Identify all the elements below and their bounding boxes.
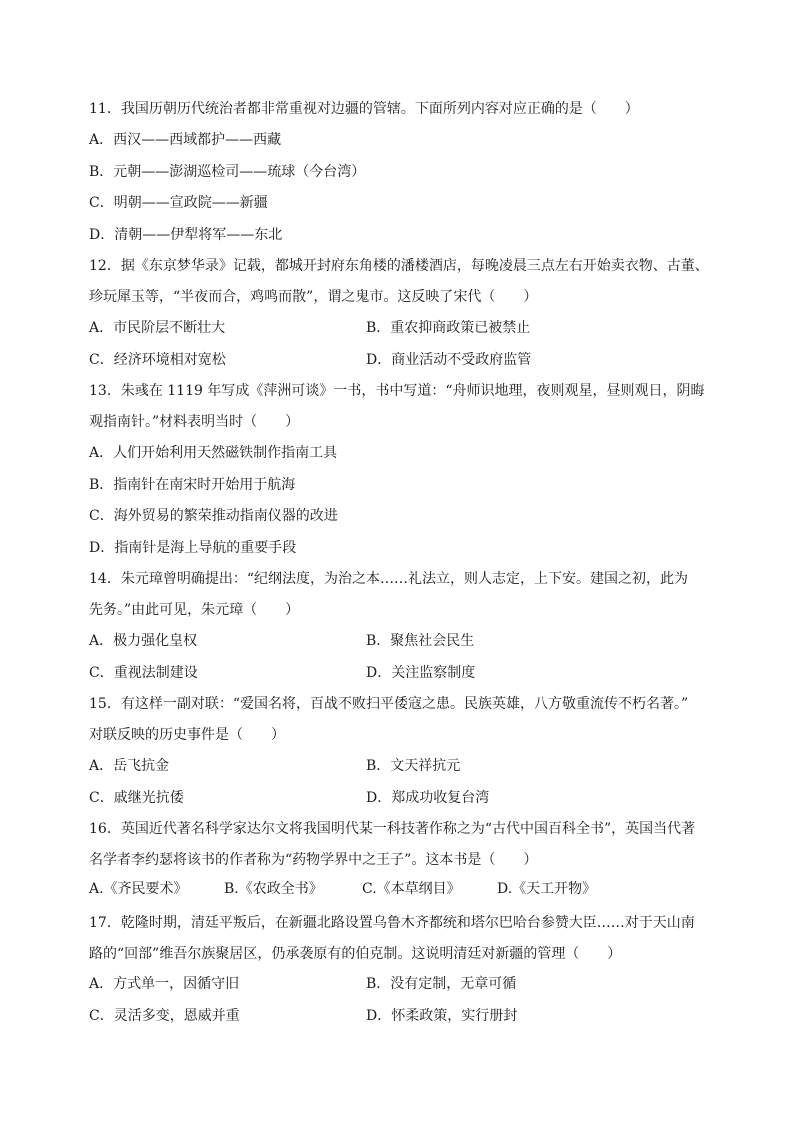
option-b: B．聚焦社会民生 (366, 633, 475, 649)
option-d: D.《天工开物》 (497, 881, 597, 897)
option-a: A．岳飞抗金 (89, 758, 170, 774)
question-stem-line: 14．朱元璋曾明确提出：“纪纲法度，为治之本……礼法立，则人志定，上下安。建国之初，此为 (89, 571, 688, 587)
question-stem-line: 珍玩犀玉等，“半夜而合，鸡鸣而散”，谓之鬼市。这反映了宋代（ ） (89, 289, 538, 305)
option-c: C.《本草纲目》 (362, 881, 461, 897)
option-b: B．元朝——澎湖巡检司——琉球（今台湾） (89, 164, 366, 180)
option-a: A．西汉——西域都护——西藏 (89, 132, 282, 148)
option-b: B.《农政全书》 (224, 881, 323, 897)
option-b: B．指南针在南宋时开始用于航海 (89, 477, 296, 493)
option-a: A．方式单一，因循守旧 (89, 976, 240, 992)
option-c: C．海外贸易的繁荣推动指南仪器的改进 (89, 508, 338, 524)
question-stem-line: 13．朱彧在 1119 年写成《萍洲可谈》一书，书中写道：“舟师识地理，夜则观星，昼则观日，阴晦 (89, 383, 705, 399)
option-d: D．商业活动不受政府监管 (366, 352, 532, 368)
question-stem-line: 观指南针。”材料表明当时（ ） (89, 414, 300, 430)
option-d: D．郑成功收复台湾 (366, 790, 490, 806)
question-stem-line: 先务。”由此可见，朱元璋（ ） (89, 602, 300, 618)
question-stem-line: 15．有这样一副对联：“爱国名将，百战不败扫平倭寇之患。民族英雄，八方敬重流传不朽名著。” (89, 696, 689, 712)
option-b: B．没有定制，无章可循 (366, 976, 517, 992)
option-a: A．人们开始利用天然磁铁制作指南工具 (89, 445, 338, 461)
option-c: C．重视法制建设 (89, 665, 198, 681)
question-stem-line: 路的“回部”维吾尔族聚居区，仍承袭原有的伯克制。这说明清廷对新疆的管理（ ） (89, 946, 622, 962)
option-c: C．灵活多变，恩威并重 (89, 1008, 240, 1024)
option-b: B．重农抑商政策已被禁止 (366, 320, 531, 336)
question-stem-line: 名学者李约瑟将该书的作者称为“药物学界中之王子”。这本书是（ ） (89, 852, 538, 868)
question-stem-line: 对联反映的历史事件是（ ） (89, 727, 285, 743)
option-d: D．清朝——伊犁将军——东北 (89, 227, 283, 243)
question-stem-line: 16．英国近代著名科学家达尔文将我国明代某一科技著作称之为“古代中国百科全书”，英国当代著 (89, 821, 696, 837)
option-b: B．文天祥抗元 (366, 758, 461, 774)
question-stem-line: 11．我国历朝历代统治者都非常重视对边疆的管辖。下面所列内容对应正确的是（ ） (89, 101, 639, 117)
option-a: A．极力强化皇权 (89, 633, 198, 649)
option-d: D．指南针是海上导航的重要手段 (89, 540, 297, 556)
option-d: D．怀柔政策，实行册封 (366, 1008, 518, 1024)
question-stem-line: 12．据《东京梦华录》记载，都城开封府东角楼的潘楼酒店，每晚凌晨三点左右开始卖衣物、古董、 (89, 258, 709, 274)
option-a: A．市民阶层不断壮大 (89, 320, 226, 336)
question-stem-line: 17．乾隆时期，清廷平叛后，在新疆北路设置乌鲁木齐都统和塔尔巴哈台参赞大臣……对于天山南 (89, 915, 695, 931)
option-c: C．明朝——宣政院——新疆 (89, 195, 268, 211)
option-c: C．戚继光抗倭 (89, 790, 184, 806)
option-a: A.《齐民要术》 (89, 881, 188, 897)
option-d: D．关注监察制度 (366, 665, 476, 681)
option-c: C．经济环境相对宽松 (89, 352, 226, 368)
